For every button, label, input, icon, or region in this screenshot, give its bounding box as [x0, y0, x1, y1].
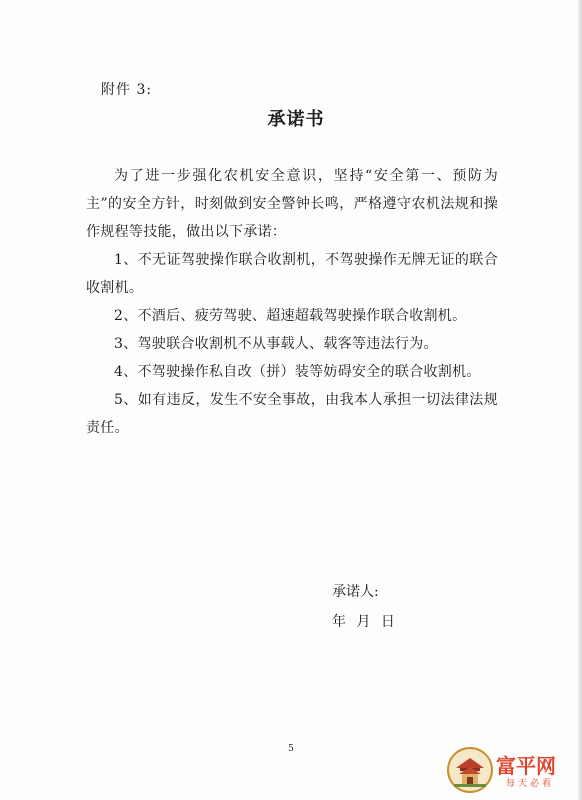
watermark-brand: 富平网: [496, 754, 556, 778]
pledge-item-2: 2、不酒后、疲劳驾驶、超速超载驾驶操作联合收割机。: [114, 308, 467, 324]
pledge-item-4: 4、不驾驶操作私自改（拼）装等妨碍安全的联合收割机。: [114, 364, 481, 380]
body-text: [86, 162, 498, 442]
watermark-slogan: 每天必看: [506, 779, 555, 789]
attachment-label: 附件 3:: [101, 82, 153, 98]
document-title: 承诺书: [267, 109, 325, 130]
page-number: 5: [288, 744, 294, 754]
pledge-item-5: 5、如有违反，发生不安全事故，由我本人承担一切法律法规责任。: [86, 392, 498, 436]
signer-label: 承诺人:: [332, 584, 379, 600]
date-line: 年 月 日: [332, 614, 396, 630]
temple-logo-icon: [446, 746, 494, 794]
pledge-item-3: 3、驾驶联合收割机不从事载人、载客等违法行为。: [114, 336, 438, 352]
pledge-item-1: 1、不无证驾驶操作联合收割机，不驾驶操作无牌无证的联合收割机。: [86, 252, 498, 296]
site-watermark: [446, 746, 574, 796]
intro-paragraph: 为了进一步强化农机安全意识，坚持“安全第一、预防为主”的安全方针，时刻做到安全警钟长鸣，严格遵守农机法规和操作规程等技能，做出以下承诺：: [86, 168, 498, 240]
